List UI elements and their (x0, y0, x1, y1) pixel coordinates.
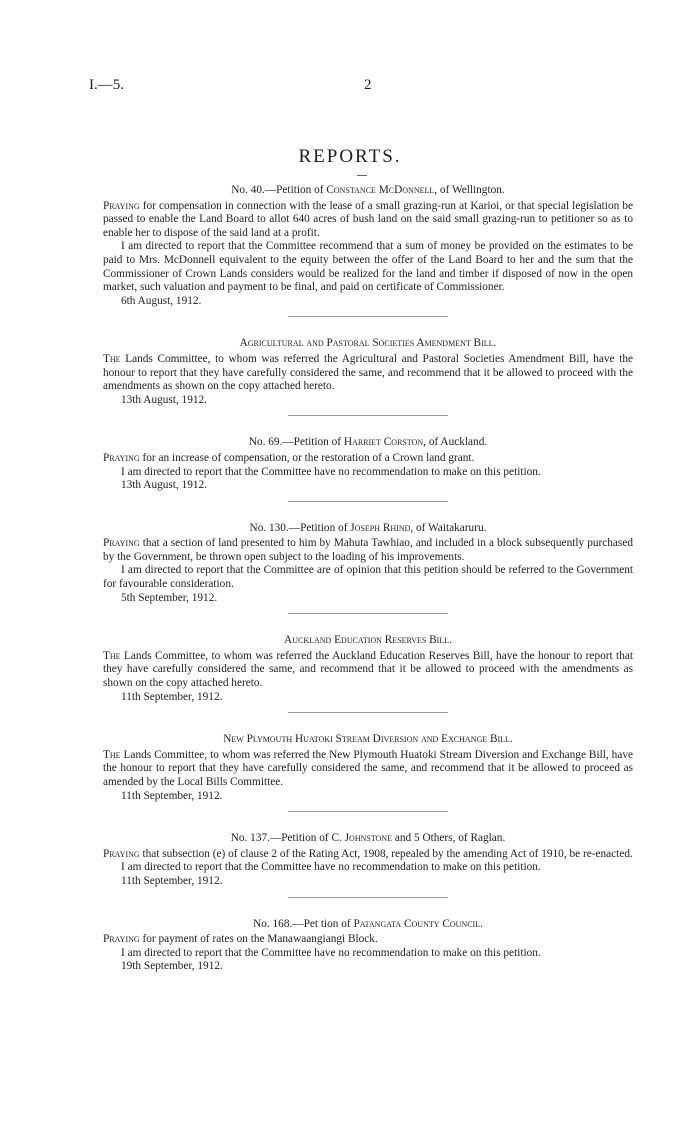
report-date: 6th August, 1912. (121, 294, 202, 307)
section-title (103, 832, 633, 846)
petition-text (103, 452, 633, 466)
paragraph-text: for payment of rates on the Manawaangiangi Block. (139, 933, 378, 946)
section-divider (288, 897, 448, 898)
section-title-part: Constance McDonnell (326, 184, 435, 196)
petition-text (103, 848, 633, 862)
report-date: 11th September, 1912. (121, 690, 223, 703)
lead-word: Praying (103, 537, 140, 550)
title-rule (357, 175, 367, 176)
section-title-part: Auckland Education Reserves Bill. (284, 634, 452, 647)
petition-text (103, 650, 633, 691)
section-title-part: , of Auckland. (423, 436, 488, 449)
lead-word: The (103, 649, 121, 662)
paragraph-text: that a section of land presented to him by Mahuta Tawhiao, and included in a block subsequently purchased by the Government, be thrown open subject to the loading of his improvements. (103, 537, 633, 563)
reports-content (103, 184, 633, 974)
section-title-part: New Plymouth Huatoki Stream Diversion and Exchange Bill. (223, 733, 513, 746)
lead-word: Praying (103, 199, 140, 212)
section-title (103, 337, 633, 351)
report-section (103, 733, 633, 812)
report-date: 13th August, 1912. (121, 393, 207, 406)
report-date: 5th September, 1912. (121, 591, 218, 604)
report-date: 11th September, 1912. (121, 874, 223, 887)
section-title-part: No. 137.—Petition of C. (230, 832, 345, 845)
section-title (103, 918, 633, 932)
section-divider (288, 712, 448, 713)
section-title-part: Patangata County Council (353, 917, 481, 930)
report-section (103, 522, 633, 615)
paragraph-text: Lands Committee, to whom was referred the New Plymouth Huatoki Stream Diversion and Exchange Bill, have the honour to report that they have carefully considered the same, and recommend that it be allowed to proceed as amended by the Local Bills Committee. (103, 748, 633, 788)
report-paragraph: I am directed to report that the Committee are of opinion that this petition should be referred to the Government for favourable consideration. (103, 564, 633, 591)
section-divider (288, 415, 448, 416)
report-date: 11th September, 1912. (121, 789, 223, 802)
section-divider (288, 811, 448, 812)
section-title-part: Harriet Corston (343, 436, 424, 449)
report-date: 13th August, 1912. (121, 479, 207, 492)
lead-word: Praying (103, 847, 140, 860)
section-title-part: Johnstone (344, 832, 393, 845)
paragraph-text: for an increase of compensation, or the restoration of a Crown land grant. (139, 451, 475, 464)
petition-text (103, 200, 633, 241)
petition-text (103, 537, 633, 564)
section-title-part: No. 40.—Petition of (231, 184, 327, 196)
report-paragraph: I am directed to report that the Committee have no recommendation to make on this petition. (121, 861, 541, 874)
paragraph-text: that subsection (e) of clause 2 of the Rating Act, 1908, repealed by the amending Act of 1910, be re-enacted. (139, 847, 633, 860)
section-title (103, 733, 633, 747)
petition-text (103, 749, 633, 790)
section-divider (288, 613, 448, 614)
report-section (103, 918, 633, 974)
page-number: 2 (364, 77, 372, 93)
report-paragraph: I am directed to report that the Committee have no recommendation to make on this petition. (121, 465, 541, 478)
section-title-part: No. 69.—Petition of (248, 436, 344, 449)
section-title-part: , of Wellington. (434, 184, 505, 196)
page-reference: I.—5. (89, 77, 124, 93)
petition-text (103, 353, 633, 394)
section-title (103, 436, 633, 450)
lead-word: The (103, 352, 121, 365)
section-title (103, 634, 633, 648)
report-section (103, 634, 633, 713)
section-title-part: Joseph Rhind (350, 521, 411, 534)
section-title-part: . (480, 917, 483, 930)
report-paragraph: I am directed to report that the Committee recommend that a sum of money be provided on the estimates to be paid to Mrs. McDonnell equivalent to the equity between the offer of the Land Board to her and the sum that the Commissioner of Crown Lands considers would be realized for the land and timber if disposed of now in the open market, such valuation and payment to be final, and paid on certificate of Commissioner. (103, 240, 633, 294)
page-title: REPORTS. (298, 146, 402, 167)
report-section (103, 832, 633, 897)
paragraph-text: Lands Committee, to whom was referred the Agricultural and Pastoral Societies Amendment Bill, have the honour to report that they have carefully considered the same, and recommend that it be allowed to proceed with the amendments as shown on the copy attached hereto. (103, 352, 633, 393)
paragraph-text: Lands Committee, to whom was referred the Auckland Education Reserves Bill, have the honour to report that they have carefully considered the same, and recommend that it be allowed to proceed with the amendments as shown on the copy attached hereto. (103, 649, 633, 690)
section-divider (288, 501, 448, 502)
section-title-part: No. 130.—Petition of (249, 521, 351, 534)
petition-text (103, 933, 633, 947)
section-divider (288, 316, 448, 317)
section-title-part: , of Waitakaruru. (410, 521, 487, 534)
section-title-part: Agricultural and Pastoral Societies Amendment Bill. (239, 337, 497, 350)
section-title (103, 522, 633, 536)
lead-word: Praying (103, 933, 140, 946)
report-section (103, 436, 633, 501)
lead-word: Praying (103, 451, 140, 464)
lead-word: The (103, 748, 121, 761)
report-section (103, 337, 633, 416)
report-section (103, 184, 633, 317)
section-title (103, 184, 633, 198)
section-title-part: No. 168.—Pet tion of (253, 917, 354, 930)
report-paragraph: I am directed to report that the Committee have no recommendation to make on this petition. (121, 946, 541, 959)
paragraph-text: for compensation in connection with the lease of a small grazing-run at Karioi, or that special legislation be passed to enable the Land Board to allot 640 acres of bush land on the said small grazing-run to petitioner so as to enable her to dispose of the said land at a profit. (103, 199, 633, 239)
report-date: 19th September, 1912. (121, 960, 223, 973)
section-title-part: and 5 Others, of Raglan. (392, 832, 506, 845)
